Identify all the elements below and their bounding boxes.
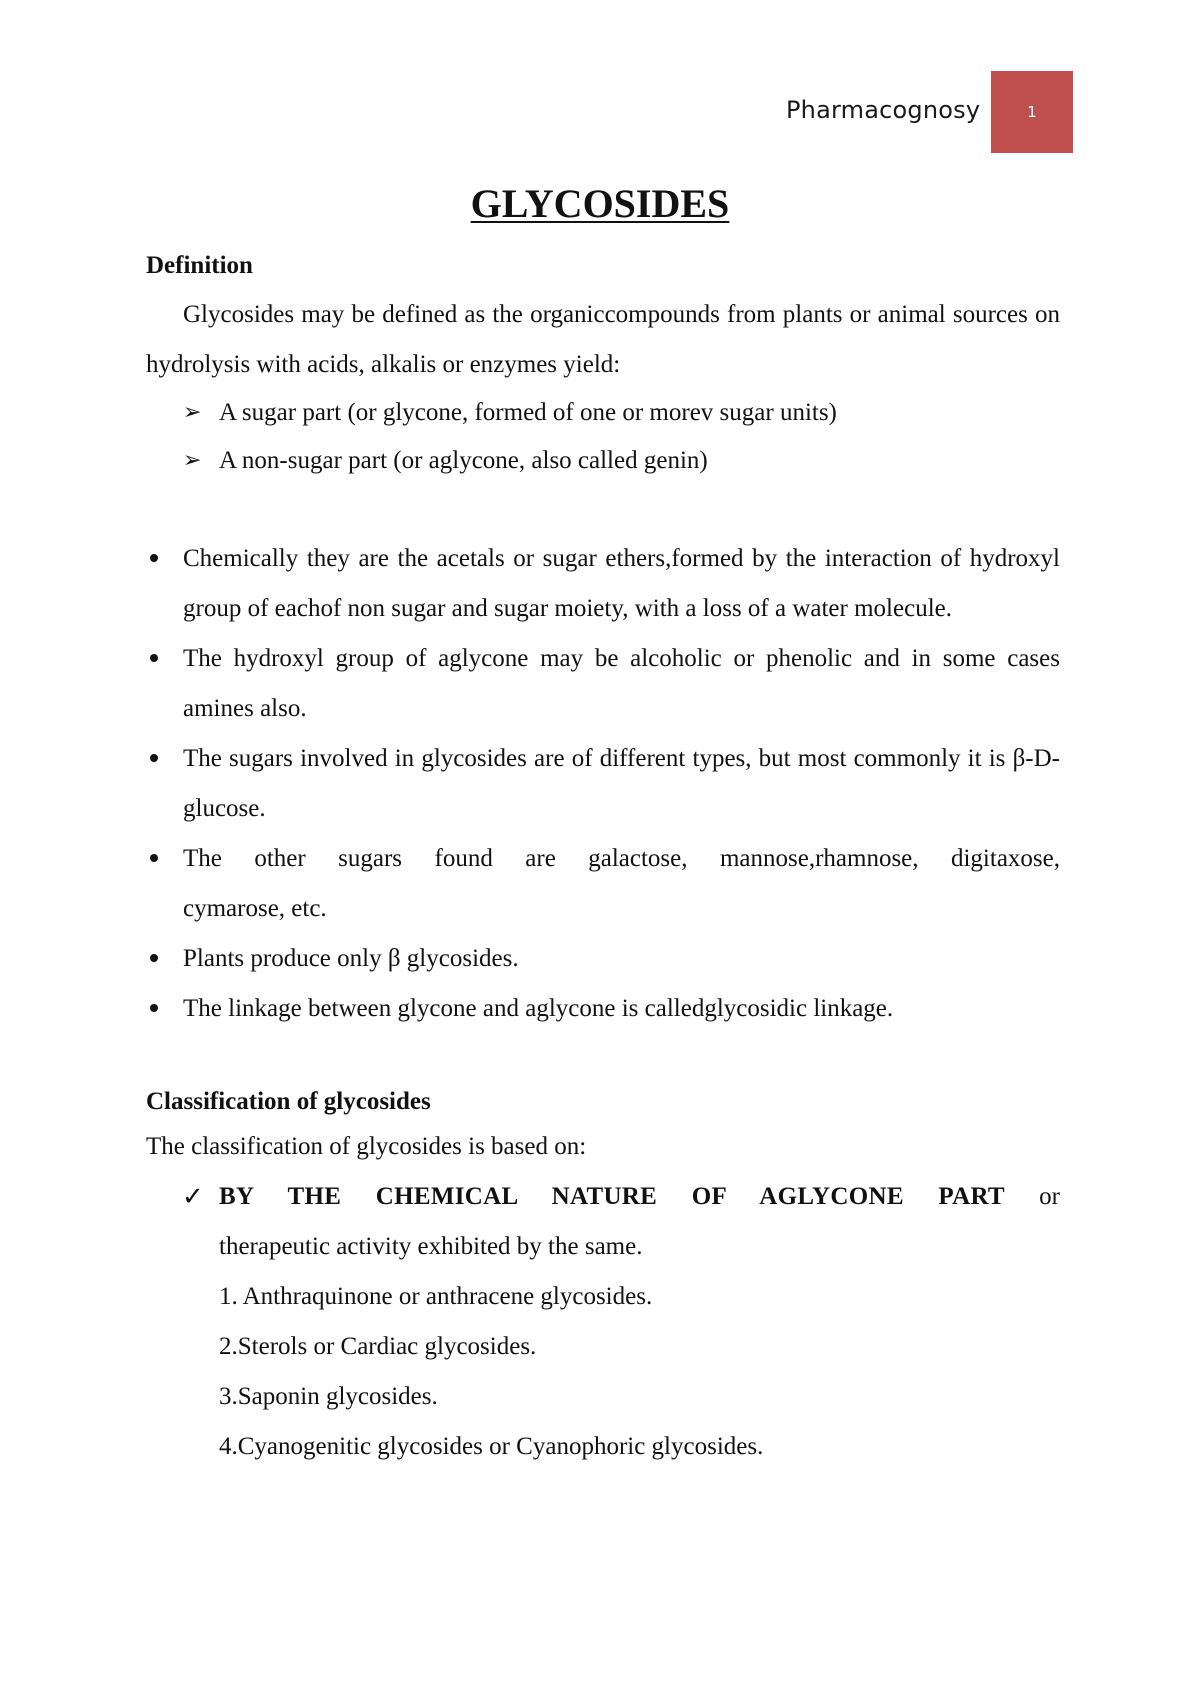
part-text: A non-sugar part (or aglycone, also called genin) — [219, 447, 708, 474]
document-body — [146, 246, 1060, 1472]
definition-heading: Definition — [146, 252, 253, 279]
fact-text: The linkage between glycone and aglycone is calledglycosidic linkage. — [183, 995, 894, 1022]
criterion-continuation: therapeutic activity exhibited by the same. — [219, 1233, 643, 1260]
facts-list — [146, 534, 1060, 1034]
glycoside-types-list — [146, 1272, 1060, 1472]
bullet-dot-icon — [150, 654, 158, 662]
list-item — [146, 984, 1060, 1034]
fact-text: Chemically they are the acetals or sugar ethers,formed by the interaction of hydroxyl group of eachof non sugar and sugar moiety, with a loss of a water molecule. — [183, 545, 1060, 622]
header-label: Pharmacognosy — [786, 96, 981, 124]
list-item: 2.Sterols or Cardiac glycosides. — [219, 1333, 537, 1360]
list-item — [146, 1172, 1060, 1272]
list-item — [146, 388, 1060, 438]
list-item — [146, 934, 1060, 984]
arrow-bullet-icon: ➢ — [183, 448, 202, 473]
classification-heading: Classification of glycosides — [146, 1088, 431, 1115]
criterion-suffix: or — [1039, 1183, 1060, 1210]
glycoside-parts-list — [146, 388, 1060, 486]
page-number-box — [991, 71, 1073, 153]
bullet-dot-icon — [150, 1004, 158, 1012]
fact-text: The hydroxyl group of aglycone may be alcoholic or phenolic and in some cases amines also. — [183, 645, 1060, 722]
list-item — [146, 734, 1060, 834]
fact-text: The sugars involved in glycosides are of different types, but most commonly it is β-D-glucose. — [183, 745, 1060, 822]
classification-criteria-list — [146, 1172, 1060, 1272]
spacer — [146, 1034, 1060, 1082]
fact-text-line1: The other sugars found are galactose, mannose,rhamnose, digitaxose, — [183, 845, 1060, 872]
criterion-line — [219, 1172, 1060, 1222]
bullet-dot-icon — [150, 954, 158, 962]
page-title: GLYCOSIDES — [470, 181, 730, 226]
bullet-dot-icon — [150, 754, 158, 762]
fact-text-line2: cymarose, etc. — [183, 895, 327, 922]
part-text: A sugar part (or glycone, formed of one or morev sugar units) — [219, 399, 837, 426]
bullet-dot-icon — [150, 554, 158, 562]
list-item: 4.Cyanogenitic glycosides or Cyanophoric glycosides. — [219, 1433, 764, 1460]
list-item — [146, 436, 1060, 486]
list-item — [146, 534, 1060, 634]
page-number: 1 — [1027, 103, 1037, 121]
classification-intro: The classification of glycosides is based on: — [146, 1133, 587, 1160]
checkmark-icon: ✓ — [182, 1182, 204, 1212]
bullet-dot-icon — [150, 854, 158, 862]
definition-paragraph: Glycosides may be defined as the organiccompounds from plants or animal sources on hydrolysis with acids, alkalis or enzymes yield: — [146, 301, 1060, 378]
list-item: 3.Saponin glycosides. — [219, 1383, 438, 1410]
spacer — [146, 486, 1060, 534]
list-item — [146, 634, 1060, 734]
arrow-bullet-icon: ➢ — [183, 400, 202, 425]
criterion-bold: BY THE CHEMICAL NATURE OF AGLYCONE PART — [219, 1183, 1005, 1210]
list-item — [146, 834, 1060, 934]
list-item: 1. Anthraquinone or anthracene glycosides. — [219, 1283, 653, 1310]
fact-text: Plants produce only β glycosides. — [183, 945, 519, 972]
